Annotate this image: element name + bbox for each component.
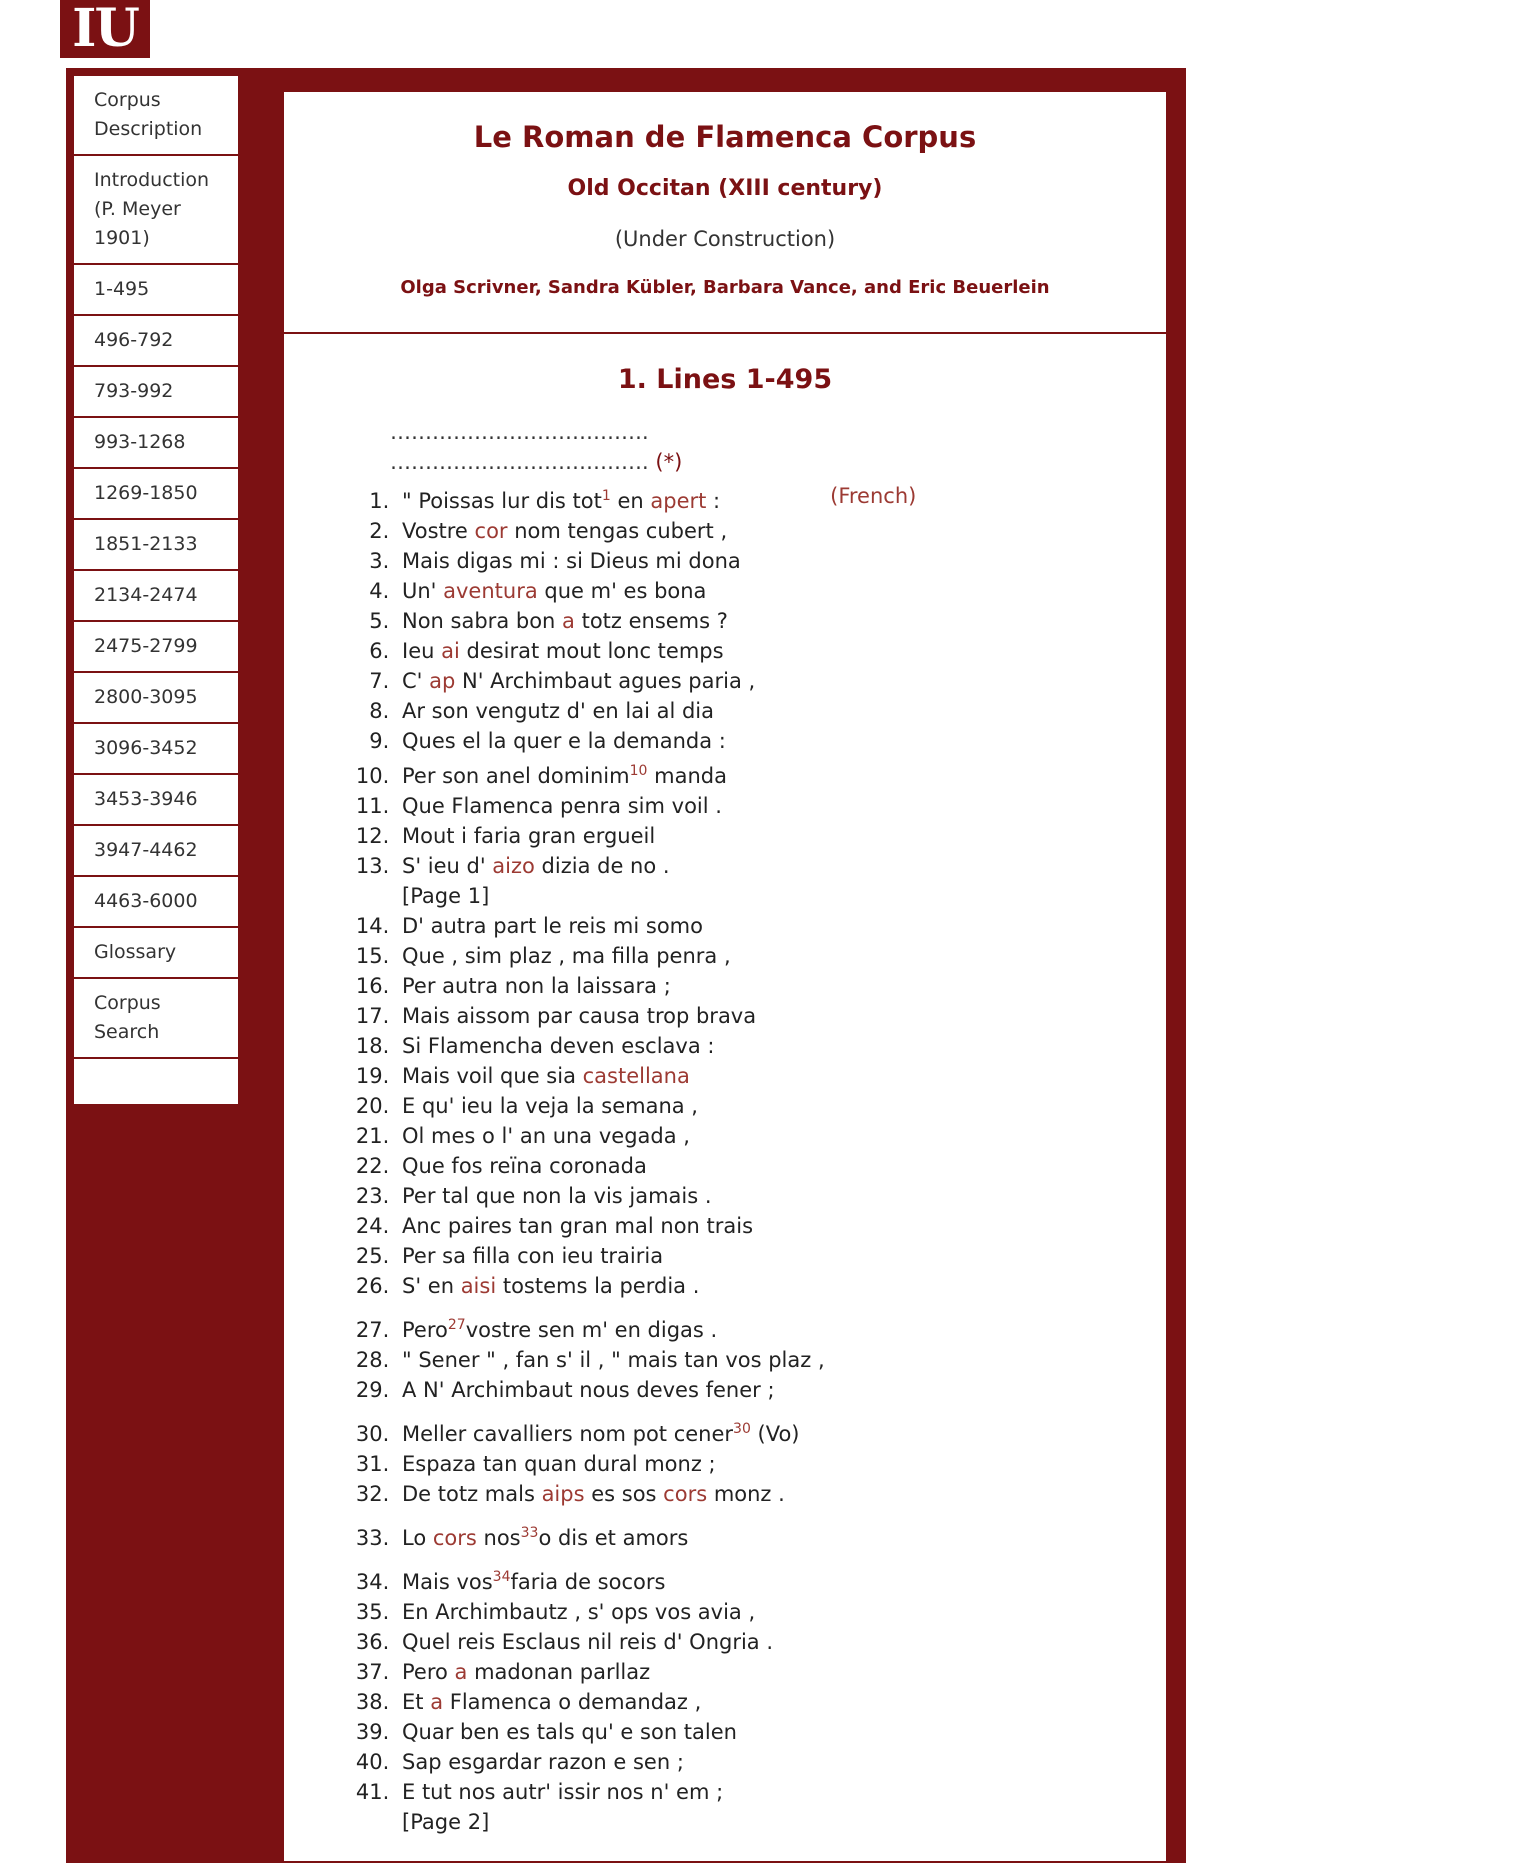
verse-line: [396, 666, 1146, 696]
sidebar-item-993-1268[interactable]: 993-1268: [74, 418, 238, 469]
verse-line: [396, 1414, 1146, 1449]
verse-line: [396, 1061, 1146, 1091]
verse-line: [396, 1211, 1146, 1241]
verse-text: 37. Pero a madonan parllaz: [402, 1660, 651, 1684]
verse-line: [396, 1657, 1146, 1687]
ellipsis-block: [390, 417, 1146, 477]
sidebar-nav: [72, 74, 240, 1106]
verse-text: 13. S' ieu d' aizo dizia de no .: [402, 854, 670, 878]
verse-text: 27. Pero$^{27}$vostre sen m' en digas .: [402, 1317, 718, 1342]
verse-text: 11. Que Flamenca penra sim voil .: [402, 794, 722, 818]
verse-line: [396, 1518, 1146, 1553]
verse-text: 17. Mais aissom par causa trop brava: [402, 1004, 757, 1028]
verse-line: [396, 1687, 1146, 1717]
verse-text: 15. Que , sim plaz , ma filla penra ,: [402, 944, 731, 968]
verse-text: 20. E qu' ieu la veja la semana ,: [402, 1094, 698, 1118]
verse-line: [396, 726, 1146, 756]
ellipsis-line-2-text: ……………………………….: [390, 450, 649, 474]
verse-line: [396, 576, 1146, 606]
verse-text: 38. Et a Flamenca o demandaz ,: [402, 1690, 702, 1714]
iu-logo: IU: [60, 0, 150, 58]
french-annotation: (French): [830, 484, 917, 508]
verse-line: [396, 851, 1146, 911]
verse-line: [396, 1562, 1146, 1597]
verse-text: 31. Espaza tan quan dural monz ;: [402, 1452, 716, 1476]
sidebar-item-3453-3946[interactable]: 3453-3946: [74, 775, 238, 826]
page-marker: [Page 2]: [402, 1810, 490, 1834]
verse-line: [396, 971, 1146, 1001]
verse-text: 5. Non sabra bon a totz ensems ?: [402, 609, 728, 633]
verse-line: [396, 821, 1146, 851]
section-title: 1. Lines 1-495: [617, 364, 833, 395]
verse-line: [396, 636, 1146, 666]
verse-text: 18. Si Flamencha deven esclava :: [402, 1034, 715, 1058]
verse-text: 39. Quar ben es tals qu' e son talen: [402, 1720, 737, 1744]
sidebar-item-2475-2799[interactable]: 2475-2799: [74, 622, 238, 673]
verse-text: 40. Sap esgardar razon e sen ;: [402, 1750, 684, 1774]
verse-line: [396, 1031, 1146, 1061]
verse-line: [396, 1597, 1146, 1627]
verse-text: 26. S' en aisi tostems la perdia .: [402, 1274, 700, 1298]
verse-line: [396, 1449, 1146, 1479]
page-subtitle: Old Occitan (XIII century): [567, 176, 883, 201]
content-frame: [66, 68, 1186, 1863]
footnote-marker: (*): [655, 450, 683, 474]
verse-text: 30. Meller cavalliers nom pot cener$^{30}$ (Vo): [402, 1421, 800, 1446]
verse-line: [396, 1121, 1146, 1151]
sidebar-item-1269-1850[interactable]: 1269-1850: [74, 469, 238, 520]
verse-text: 10. Per son anel dominim$^{10}$ manda: [402, 763, 727, 788]
verse-list: [304, 481, 1146, 1837]
verse-line: [396, 1181, 1146, 1211]
verse-text: 35. En Archimbautz , s' ops vos avia ,: [402, 1600, 756, 1624]
verse-line: [396, 1310, 1146, 1345]
verse-text: 1. " Poissas lur dis tot$^1$ en apert :: [402, 488, 721, 513]
verse-text: 36. Quel reis Esclaus nil reis d' Ongria .: [402, 1630, 774, 1654]
verse-text: 12. Mout i faria gran ergueil: [402, 824, 656, 848]
verse-text: 24. Anc paires tan gran mal non trais: [402, 1214, 754, 1238]
sidebar-item-2134-2474[interactable]: 2134-2474: [74, 571, 238, 622]
verse-text: 23. Per tal que non la vis jamais .: [402, 1184, 712, 1208]
page-title: Le Roman de Flamenca Corpus: [473, 120, 977, 154]
sidebar-item-496-792[interactable]: 496-792: [74, 316, 238, 367]
header-panel: [282, 90, 1168, 334]
verse-line: [396, 1345, 1146, 1375]
verse-text: 19. Mais voil que sia castellana: [402, 1064, 690, 1088]
lines-panel: [282, 334, 1168, 1863]
verse-line: [396, 1747, 1146, 1777]
verse-line: [396, 696, 1146, 726]
verse-line: [396, 1271, 1146, 1301]
verse-text: 14. D' autra part le reis mi somo: [402, 914, 703, 938]
verse-line: [396, 1241, 1146, 1271]
main-content: [282, 80, 1168, 1863]
verse-line: [396, 516, 1146, 546]
verse-line: [396, 1627, 1146, 1657]
verse-line: [396, 1091, 1146, 1121]
authors-line: Olga Scrivner, Sandra Kübler, Barbara Vance, and Eric Beuerlein: [400, 277, 1050, 298]
sidebar-item-introduction-p-meyer-1901[interactable]: Introduction (P. Meyer 1901): [74, 156, 238, 265]
sidebar-item-2800-3095[interactable]: 2800-3095: [74, 673, 238, 724]
verse-text: 6. Ieu ai desirat mout lonc temps: [402, 639, 724, 663]
sidebar-item-3096-3452[interactable]: 3096-3452: [74, 724, 238, 775]
verse-line: [396, 791, 1146, 821]
verse-line: [396, 1479, 1146, 1509]
sidebar-item-4463-6000[interactable]: 4463-6000: [74, 877, 238, 928]
verse-text: 32. De totz mals aips es sos cors monz .: [402, 1482, 785, 1506]
sidebar-item-corpus-description[interactable]: Corpus Description: [74, 76, 238, 156]
verse-text: 4. Un' aventura que m' es bona: [402, 579, 707, 603]
ellipsis-line-2: [390, 447, 1146, 477]
sidebar-item-corpus-search[interactable]: Corpus Search: [74, 979, 238, 1059]
verse-text: 9. Ques el la quer e la demanda :: [402, 729, 726, 753]
sidebar-item-glossary[interactable]: Glossary: [74, 928, 238, 979]
verse-text: 41. E tut nos autr' issir nos n' em ;: [402, 1780, 724, 1804]
sidebar-item-1-495[interactable]: 1-495: [74, 265, 238, 316]
verse-line: [396, 1717, 1146, 1747]
verse-text: 28. " Sener " , fan s' il , " mais tan vos plaz ,: [402, 1348, 825, 1372]
page-marker: [Page 1]: [402, 884, 490, 908]
verse-text: 22. Que fos reïna coronada: [402, 1154, 647, 1178]
verse-text: 25. Per sa filla con ieu trairia: [402, 1244, 664, 1268]
sidebar-item-3947-4462[interactable]: 3947-4462: [74, 826, 238, 877]
verse-line: [396, 1375, 1146, 1405]
ellipsis-line-1: ……………………………….: [390, 420, 649, 444]
sidebar-item-793-992[interactable]: 793-992: [74, 367, 238, 418]
verse-text: 3. Mais digas mi : si Dieus mi dona: [402, 549, 741, 573]
construction-notice: (Under Construction): [614, 227, 836, 251]
verse-text: 7. C' ap N' Archimbaut agues paria ,: [402, 669, 756, 693]
sidebar-item-1851-2133[interactable]: 1851-2133: [74, 520, 238, 571]
verse-line: [396, 481, 1146, 516]
sidebar-spacer: [74, 1059, 238, 1104]
verse-line: [396, 1001, 1146, 1031]
verse-line: [396, 941, 1146, 971]
verse-line: [396, 756, 1146, 791]
verse-line: [396, 911, 1146, 941]
verse-text: 8. Ar son vengutz d' en lai al dia: [402, 699, 714, 723]
verse-text: 21. Ol mes o l' an una vegada ,: [402, 1124, 690, 1148]
verse-line: [396, 546, 1146, 576]
verse-text: 29. A N' Archimbaut nous deves fener ;: [402, 1378, 775, 1402]
verse-text: 33. Lo cors nos$^{33}$o dis et amors: [402, 1525, 689, 1550]
verse-line: [396, 1777, 1146, 1837]
verse-text: 16. Per autra non la laissara ;: [402, 974, 671, 998]
verse-text: 34. Mais vos$^{34}$faria de socors: [402, 1569, 666, 1594]
verse-line: [396, 606, 1146, 636]
verse-text: 2. Vostre cor nom tengas cubert ,: [402, 519, 728, 543]
verse-line: [396, 1151, 1146, 1181]
